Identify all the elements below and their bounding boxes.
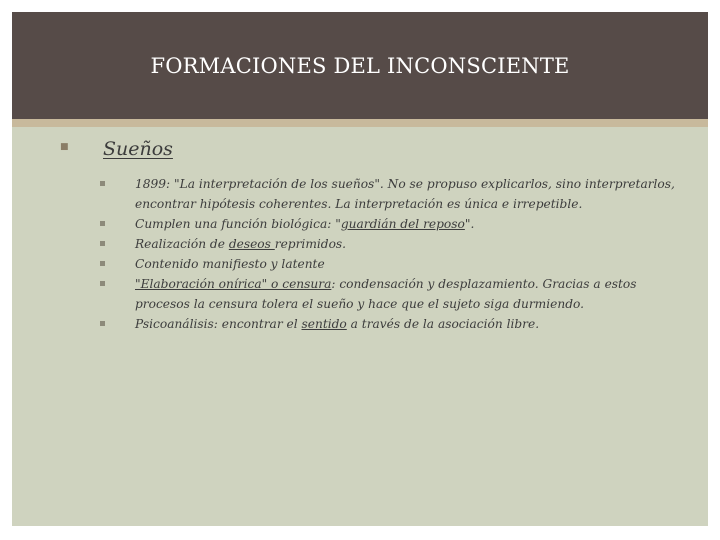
- underlined-text: sentido: [301, 317, 347, 331]
- square-bullet-icon: [100, 321, 105, 326]
- list-item: [99, 214, 689, 234]
- item-text: : condensación y desplazamiento. Gracias a estos procesos la censura tolera el sueño y hace que el sujeto siga durmiendo.: [135, 277, 637, 311]
- list-item: [99, 314, 689, 334]
- underlined-text: deseos: [228, 237, 275, 251]
- underlined-text: guardián del reposo: [340, 217, 465, 231]
- underlined-text: "Elaboración onírica" o censura: [135, 277, 332, 291]
- item-text: a través de la asociación libre.: [346, 317, 540, 331]
- list-item: [99, 174, 689, 214]
- square-bullet-icon: [100, 181, 105, 186]
- list-item: [99, 254, 689, 274]
- bullet-list: [99, 174, 689, 334]
- square-bullet-icon: [100, 241, 105, 246]
- square-bullet-icon: ■: [60, 142, 69, 152]
- section-heading: Sueños: [103, 138, 173, 160]
- square-bullet-icon: [100, 281, 105, 286]
- item-text: ".: [464, 217, 475, 231]
- item-text: Psicoanálisis: encontrar el: [135, 317, 302, 331]
- item-text: Contenido manifiesto y latente: [135, 257, 325, 271]
- item-text: Cumplen una función biológica: ": [135, 217, 341, 231]
- accent-rule: [12, 119, 708, 127]
- list-item: [99, 234, 689, 254]
- item-text: 1899: "La interpretación de los sueños". No se propuso explicarlos, sino interpretarlos, encontrar hipótesis coherentes. La interpretación es única e irrepetible.: [135, 177, 675, 211]
- list-item: [99, 274, 689, 314]
- slide-title: FORMACIONES DEL INCONSCIENTE: [150, 54, 570, 78]
- square-bullet-icon: [100, 261, 105, 266]
- square-bullet-icon: [100, 221, 105, 226]
- item-text: reprimidos.: [274, 237, 347, 251]
- item-text: Realización de: [135, 237, 229, 251]
